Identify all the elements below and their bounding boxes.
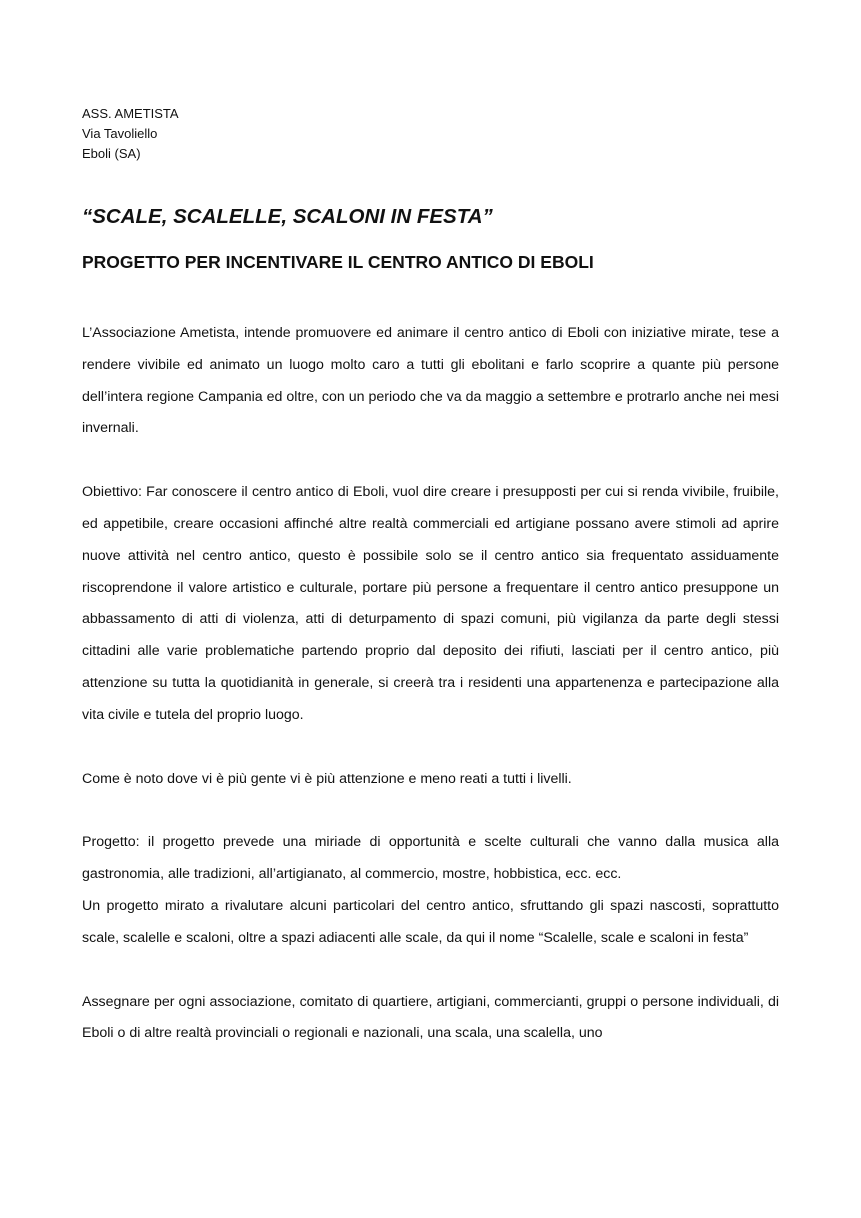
paragraph-spacer bbox=[82, 795, 779, 827]
paragraph-project-continued: Un progetto mirato a rivalutare alcuni particolari del centro antico, sfruttando gli spazi nascosti, soprattutto scale, scalelle e scaloni, oltre a spazi adiacenti alle scale, da qui il nome “Scalelle, scale e scaloni in festa” bbox=[82, 897, 779, 946]
paragraph-spacer bbox=[82, 955, 779, 987]
paragraph-assign: Assegnare per ogni associazione, comitato di quartiere, artigiani, commercianti, gruppi o persone individuali, di Eboli o di altre realtà provinciali o regionali e nazionali, una scala, una scalella, uno bbox=[82, 993, 779, 1042]
paragraph-spacer bbox=[82, 445, 779, 477]
paragraph-project: Progetto: il progetto prevede una miriade di opportunità e scelte culturali che vanno dalla musica alla gastronomia, alle tradizioni, all’artigianato, al commercio, mostre, hobbistica, ecc. ecc. bbox=[82, 834, 779, 883]
paragraph-objective: Obiettivo: Far conoscere il centro antico di Eboli, vuol dire creare i presupposti per cui si renda vivibile, fruibile, ed appetibile, creare occasioni affinché altre realtà commerciali ed artigiane possano avere stimoli ad aprire nuove attività nel centro antico, questo è possibile solo se il centro antico sia frequentato assiduamente riscoprendone il valore artistico e culturale, portare più persone a frequentare il centro antico presuppone un abbassamento di atti di violenza, atti di deturpamento di spazi comuni, più vigilanza da parte degli stessi cittadini alle varie problematiche partendo proprio dal deposito dei rifiuti, lasciati per il centro antico, più attenzione su tutta la quotidianità in generale, si creerà tra i residenti una appartenenza e partecipazione alla vita civile e tutela del proprio luogo. bbox=[82, 484, 779, 723]
document-title: “SCALE, SCALELLE, SCALONI IN FESTA” bbox=[82, 205, 493, 228]
sender-city: Eboli (SA) bbox=[82, 146, 141, 161]
paragraph-intro: L’Associazione Ametista, intende promuovere ed animare il centro antico di Eboli con iniziative mirate, tese a rendere vivibile ed animato un luogo molto caro a tutti gli ebolitani e farlo scoprire a quante più persone dell’intera regione Campania ed oltre, con un periodo che va da maggio a settembre e protrarlo anche nei mesi invernali. bbox=[82, 325, 779, 437]
paragraph-spacer bbox=[82, 732, 779, 764]
document-content bbox=[82, 104, 779, 1050]
sender-street: Via Tavoliello bbox=[82, 126, 158, 141]
sender-address bbox=[82, 104, 779, 164]
sender-name: ASS. AMETISTA bbox=[82, 106, 179, 121]
paragraph-note: Come è noto dove vi è più gente vi è più attenzione e meno reati a tutti i livelli. bbox=[82, 770, 572, 787]
document-subtitle: PROGETTO PER INCENTIVARE IL CENTRO ANTICO DI EBOLI bbox=[82, 252, 594, 272]
